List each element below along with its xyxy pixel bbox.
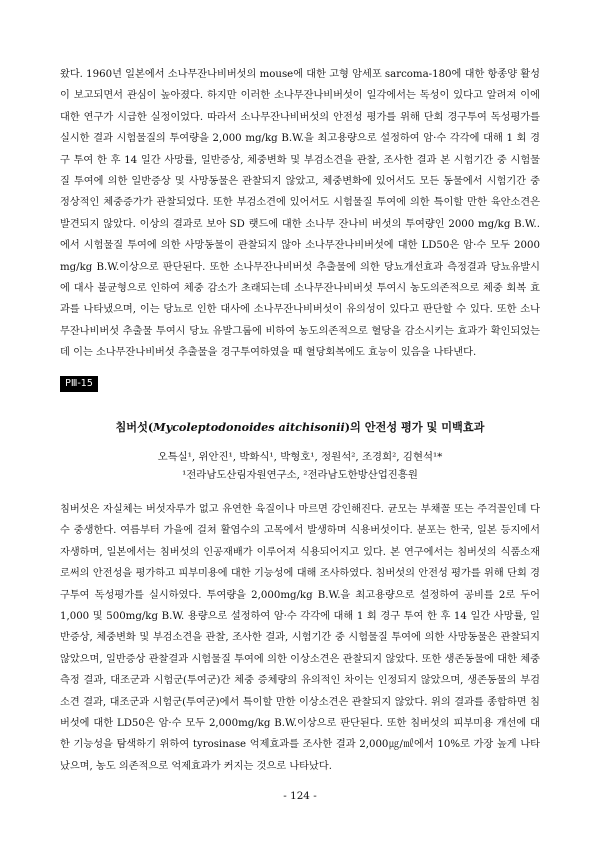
author-list: 오특실¹, 위안진¹, 박화식¹, 박형호¹, 정원석², 조경희², 김현석¹* [157,451,443,463]
title-suffix: )의 안전성 평가 및 미백효과 [344,420,485,434]
affiliations: ¹전라남도산림자원연구소, ²전라남도한방산업진흥원 [182,469,418,481]
title-prefix: 침버섯( [115,420,154,434]
body-paragraph-1: 왔다. 1960년 일본에서 소나무잔나비버섯의 mouse에 대한 고형 암세포 sarcoma-180에 대한 항종양 활성이 보고되면서 관심이 높아졌다. 하지만 이러한 소나무잔나비버섯이 일각에서는 독성이 있다고 알려져 이에 대한 연구가 시급한 실정이었다. 따라서 소나무잔나비버섯의 안전성 평가를 위해 단회 경구투여 독성평가를 실시한 결과 시험물질의 투여량을 2,000 mg/kg B.W.을 최고용량으로 설정하여 암·수 각각에 대해 1 회 경구 투여 한 후 14 일간 사망률, 일반증상, 체중변화 및 부검소견을 관찰, 조사한 결과 본 시험기간 중 시험물질 투여에 의한 일반증상 및 사망동물은 관찰되지 않았고, 체중변화에 있어서도 모든 동물에서 시험기간 중 정상적인 체중증가가 관찰되었다. 또한 부검소견에 있어서도 시험물질 투여에 의한 특이할 만한 육안소견은 발견되지 않았다. 이상의 결과로 보아 SD 랫드에 대한 소나무 잔나비 버섯의 투여량인 2000 mg/kg B.W..에서 시험물질 투여에 의한 사망동물이 관찰되지 않아 소나무잔나비버섯에 대한 LD50은 암·수 모두 2000 mg/kg B.W.이상으로 판단된다. 또한 소나무잔나비버섯 추출물에 의한 당뇨개선효과 측정결과 당뇨유발시에 대사 불균형으로 인하여 체중 감소가 초래되는데 소나무잔나비버섯 투여시 농도의존적으로 체중 회복 효과를 나타냈으며, 이는 당뇨로 인한 대사에 소나무잔나비버섯이 유의성이 있다고 판단할 수 있다. 또한 소나무잔나비버섯 추출물 투여시 당뇨 유발그룹에 비하여 농도의존적으로 혈당을 감소시키는 효과가 확인되었는데 이는 소나무잔나비버섯 추출물을 경구투여하였을 때 혈당회복에도 효능이 있음을 나타낸다. [60,69,540,359]
section-tag: PⅢ-15 [60,376,98,392]
paper-title [60,418,540,436]
title-latin-name: Mycoleptodonoides aitchisonii [153,420,345,434]
abstract-paragraph: 침버섯은 자실체는 버섯자루가 없고 유연한 육질이나 마르면 강인해진다. 균모는 부채꼴 또는 주걱꼴인데 다수 중생한다. 여름부터 가을에 걸쳐 활엽수의 고목에서 발생하며 식용버섯이다. 분포는 한국, 일본 등지에서 자생하며, 일본에서는 침버섯의 인공재배가 이루어져 식용되어지고 있다. 본 연구에서는 침버섯의 식품소재로써의 안전성을 평가하고 피부미용에 대한 기능성에 대해 조사하였다. 침버섯의 안전성 평가를 위해 단회 경구투여 독성평가를 실시하였다. 투여량을 2,000mg/kg B.W.을 최고용량으로 설정하여 공비를 2로 두어 1,000 및 500mg/kg B.W. 용량으로 설정하여 암·수 각각에 대해 1 회 경구 투여 한 후 14 일간 사망률, 일반증상, 체중변화 및 부검소견을 관찰, 조사한 결과, 시험기간 중 시험물질 투여에 의한 사망동물은 관찰되지 않았으며, 일반증상 관찰결과 시험물질 투여에 의한 이상소견은 관찰되지 않았다. 또한 생존동물에 대한 체중측정 결과, 대조군과 시험군(투여군)간 체중 증체량의 유의적인 차이는 인정되지 않았으며, 생존동물의 부검 소견 결과, 대조군과 시험군(투여군)에서 특이할 만한 이상소견은 관찰되지 않았다. 위의 결과를 종합하면 침버섯에 대한 LD50은 암·수 모두 2,000mg/kg B.W.이상으로 판단된다. 또한 침버섯의 피부미용 개선에 대한 기능성을 탐색하기 위하여 tyrosinase 억제효과를 조사한 결과 2,000㎍/㎖에서 10%로 가장 높게 나타났으며, 농도 의존적으로 억제효과가 커지는 것으로 나타났다. [60,504,540,772]
page-number: - 124 - [283,790,317,802]
